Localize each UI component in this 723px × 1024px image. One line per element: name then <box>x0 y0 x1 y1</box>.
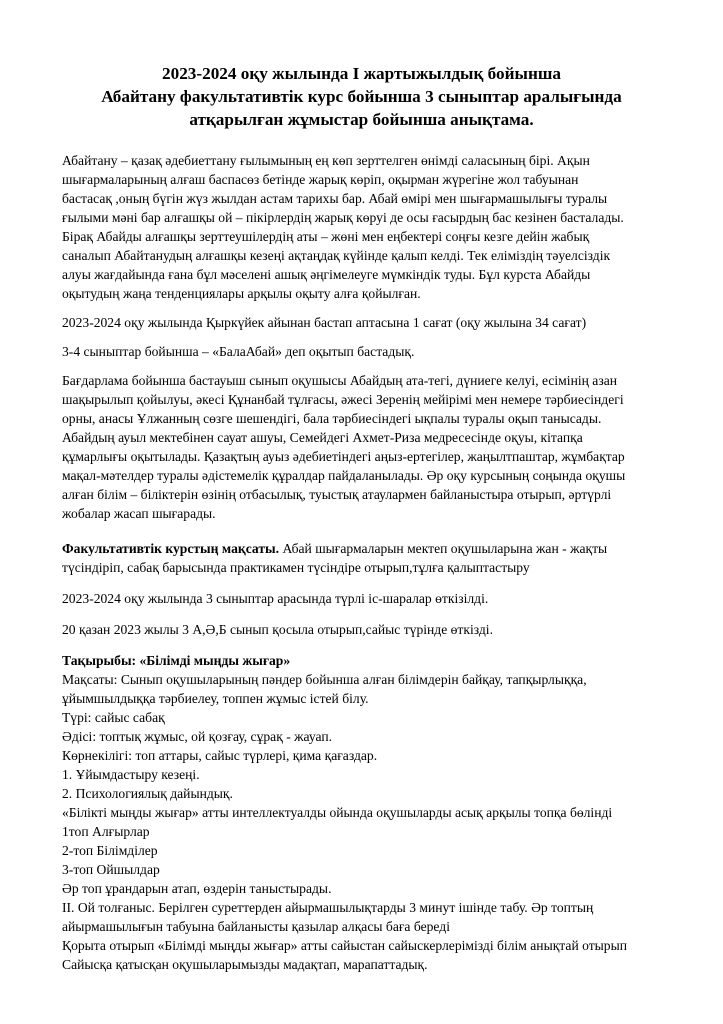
text-line: 3-топ Ойшылдар <box>62 862 160 877</box>
text-line: 2. Психологиялық дайындық. <box>62 786 233 801</box>
text-line: Абайтану – қазақ әдебиеттану ғылымының ең көп зерттелген өнімді саласының бірі. Ақын <box>62 153 590 168</box>
text-line: жобалар жасап шығарады. <box>62 506 216 521</box>
text-line: ғылыми мәні бар алғашқы ой – пікірлердің жарық көруі де осы ғасырдың бас кезінен басталады. <box>62 210 624 225</box>
text-line: 1топ Алғырлар <box>62 824 150 839</box>
grades-paragraph: 3-4 сыныптар бойынша – «БалаАбай» деп оқытып бастадық. <box>62 344 415 359</box>
text-line: құмарлығы оқытылады. Қазақтың ауыз әдебиетіндегі аңыз-ертегілер, жаңылтпаштар, жұмбақтар <box>62 449 625 464</box>
text-line: шақырылып қойылуы, әкесі Құнанбай тұлғасы, әжесі Зеренің мейірімі мен немере тәрбиесіндегі <box>62 392 624 407</box>
text-line: Абайдың ауыл мектебінен сауат ашуы, Семейдегі Ахмет-Риза медресесінде оқуы, кітапқа <box>62 430 583 445</box>
goal-paragraph <box>62 539 682 577</box>
text-line: оқытудың жаңа тенденциялары арқылы оқыту алға қойылған. <box>62 286 421 301</box>
text-line: 1. Ұйымдастыру кезеңі. <box>62 767 200 782</box>
date-paragraph: 20 қазан 2023 жылы 3 А,Ә,Б сынып қосыла отырып,сайыс түрінде өткізді. <box>62 622 493 637</box>
text-line: Сайысқа қатысқан оқушыларымызды мадақтап, марапаттадық. <box>62 957 428 972</box>
program-paragraph <box>62 371 682 523</box>
text-line: Әдісі: топтық жұмыс, ой қозғау, сұрақ - жауап. <box>62 729 333 744</box>
intro-paragraph <box>62 151 682 303</box>
schedule-paragraph: 2023-2024 оқу жылында Қыркүйек айынан бастап аптасына 1 сағат (оқу жылына 34 сағат) <box>62 315 587 330</box>
text-line: айырмашылығын табуына байланысты қазылар алқасы баға береді <box>62 919 450 934</box>
lesson-section <box>62 670 682 974</box>
text-line: Қорыта отырып «Білімді мыңды жығар» атты сайыстан сайыскерлерімізді білім анықтай отырып <box>62 938 628 953</box>
title-line: Абайтану факультативтік курс бойынша 3 сыныптар аралығында <box>101 87 622 106</box>
text-line: мақал-мәтелдер туралы әдістемелік құралдар пайдаланылады. Әр оқу курсының соңында оқушы <box>62 468 626 483</box>
text-line: Әр топ ұрандарын атап, өздерін таныстырады. <box>62 881 332 896</box>
text-line: бастасақ ,оның бүгін жүз жылдан астам тарихы бар. Абай өмірі мен шығармашылығы туралы <box>62 191 608 206</box>
text-line: Бағдарлама бойынша бастауыш сынып оқушысы Абайдың ата-тегі, дүниеге келуі, есімінің азан <box>62 373 617 388</box>
document-title <box>40 62 683 131</box>
document-body <box>62 151 682 974</box>
text-line: Көрнекілігі: топ аттары, сайыс түрлері, қима қағаздар. <box>62 748 378 763</box>
topic-heading: Тақырыбы: «Білімді мыңды жығар» <box>62 653 291 668</box>
text-line: «Білікті мыңды жығар» атты интеллектуалды ойында оқушыларды асық арқылы топқа бөлінді <box>62 805 613 820</box>
title-line: 2023-2024 оқу жылында I жартыжылдық бойынша <box>162 64 561 83</box>
text-line: 2-топ Білімділер <box>62 843 158 858</box>
text-line: алуы жағдайында ғана бұл мәселені ашық әңгімелеуге мүмкіндік туды. Бұл курста Абайды <box>62 267 591 282</box>
text-line: шығармаларының алғаш баспасөз бетінде жарық көріп, оқырман жүрегіне жол табуынан <box>62 172 579 187</box>
goal-label: Факультативтік курстың мақсаты. <box>62 541 280 556</box>
events-paragraph: 2023-2024 оқу жылында 3 сыныптар арасында түрлі іс-шаралар өткізілді. <box>62 591 489 606</box>
text-line: түсіндіріп, сабақ барысында практикамен түсіндіре отырып,тұлға қалыптастыру <box>62 560 530 575</box>
text-line: Бірақ Абайды алғашқы зерттеушілердің аты – жөні мен еңбектері соңғы кезге дейін жабық <box>62 229 590 244</box>
text-line: II. Ой толғаныс. Берілген суреттерден айырмашылықтарды 3 минут ішінде табу. Әр топтың <box>62 900 594 915</box>
title-line: атқарылған жұмыстар бойынша анықтама. <box>189 110 534 129</box>
text-line: ұйымшылдыққа тәрбиелеу, топпен жұмыс істей білу. <box>62 691 369 706</box>
text-line: орны, анасы Ұлжанның сөзге шешендігі, бала тәрбиесіндегі ықпалы туралы оқып танысады. <box>62 411 602 426</box>
goal-text: Абай шығармаларын мектеп оқушыларына жан - жақты <box>279 541 608 556</box>
text-line: Түрі: сайыс сабақ <box>62 710 165 725</box>
text-line: алған білім – біліктерін өзінің отбасылық, туыстық атаулармен байланыстыра отырып, әртүрлі <box>62 487 612 502</box>
text-line: Мақсаты: Сынып оқушыларының пәндер бойынша алған білімдерін байқау, тапқырлыққа, <box>62 672 587 687</box>
text-line: саналып Абайтанудың алғашқы кезеңі ақтаңдақ күйінде қалып келді. Тек еліміздің тәуелсіздік <box>62 248 611 263</box>
